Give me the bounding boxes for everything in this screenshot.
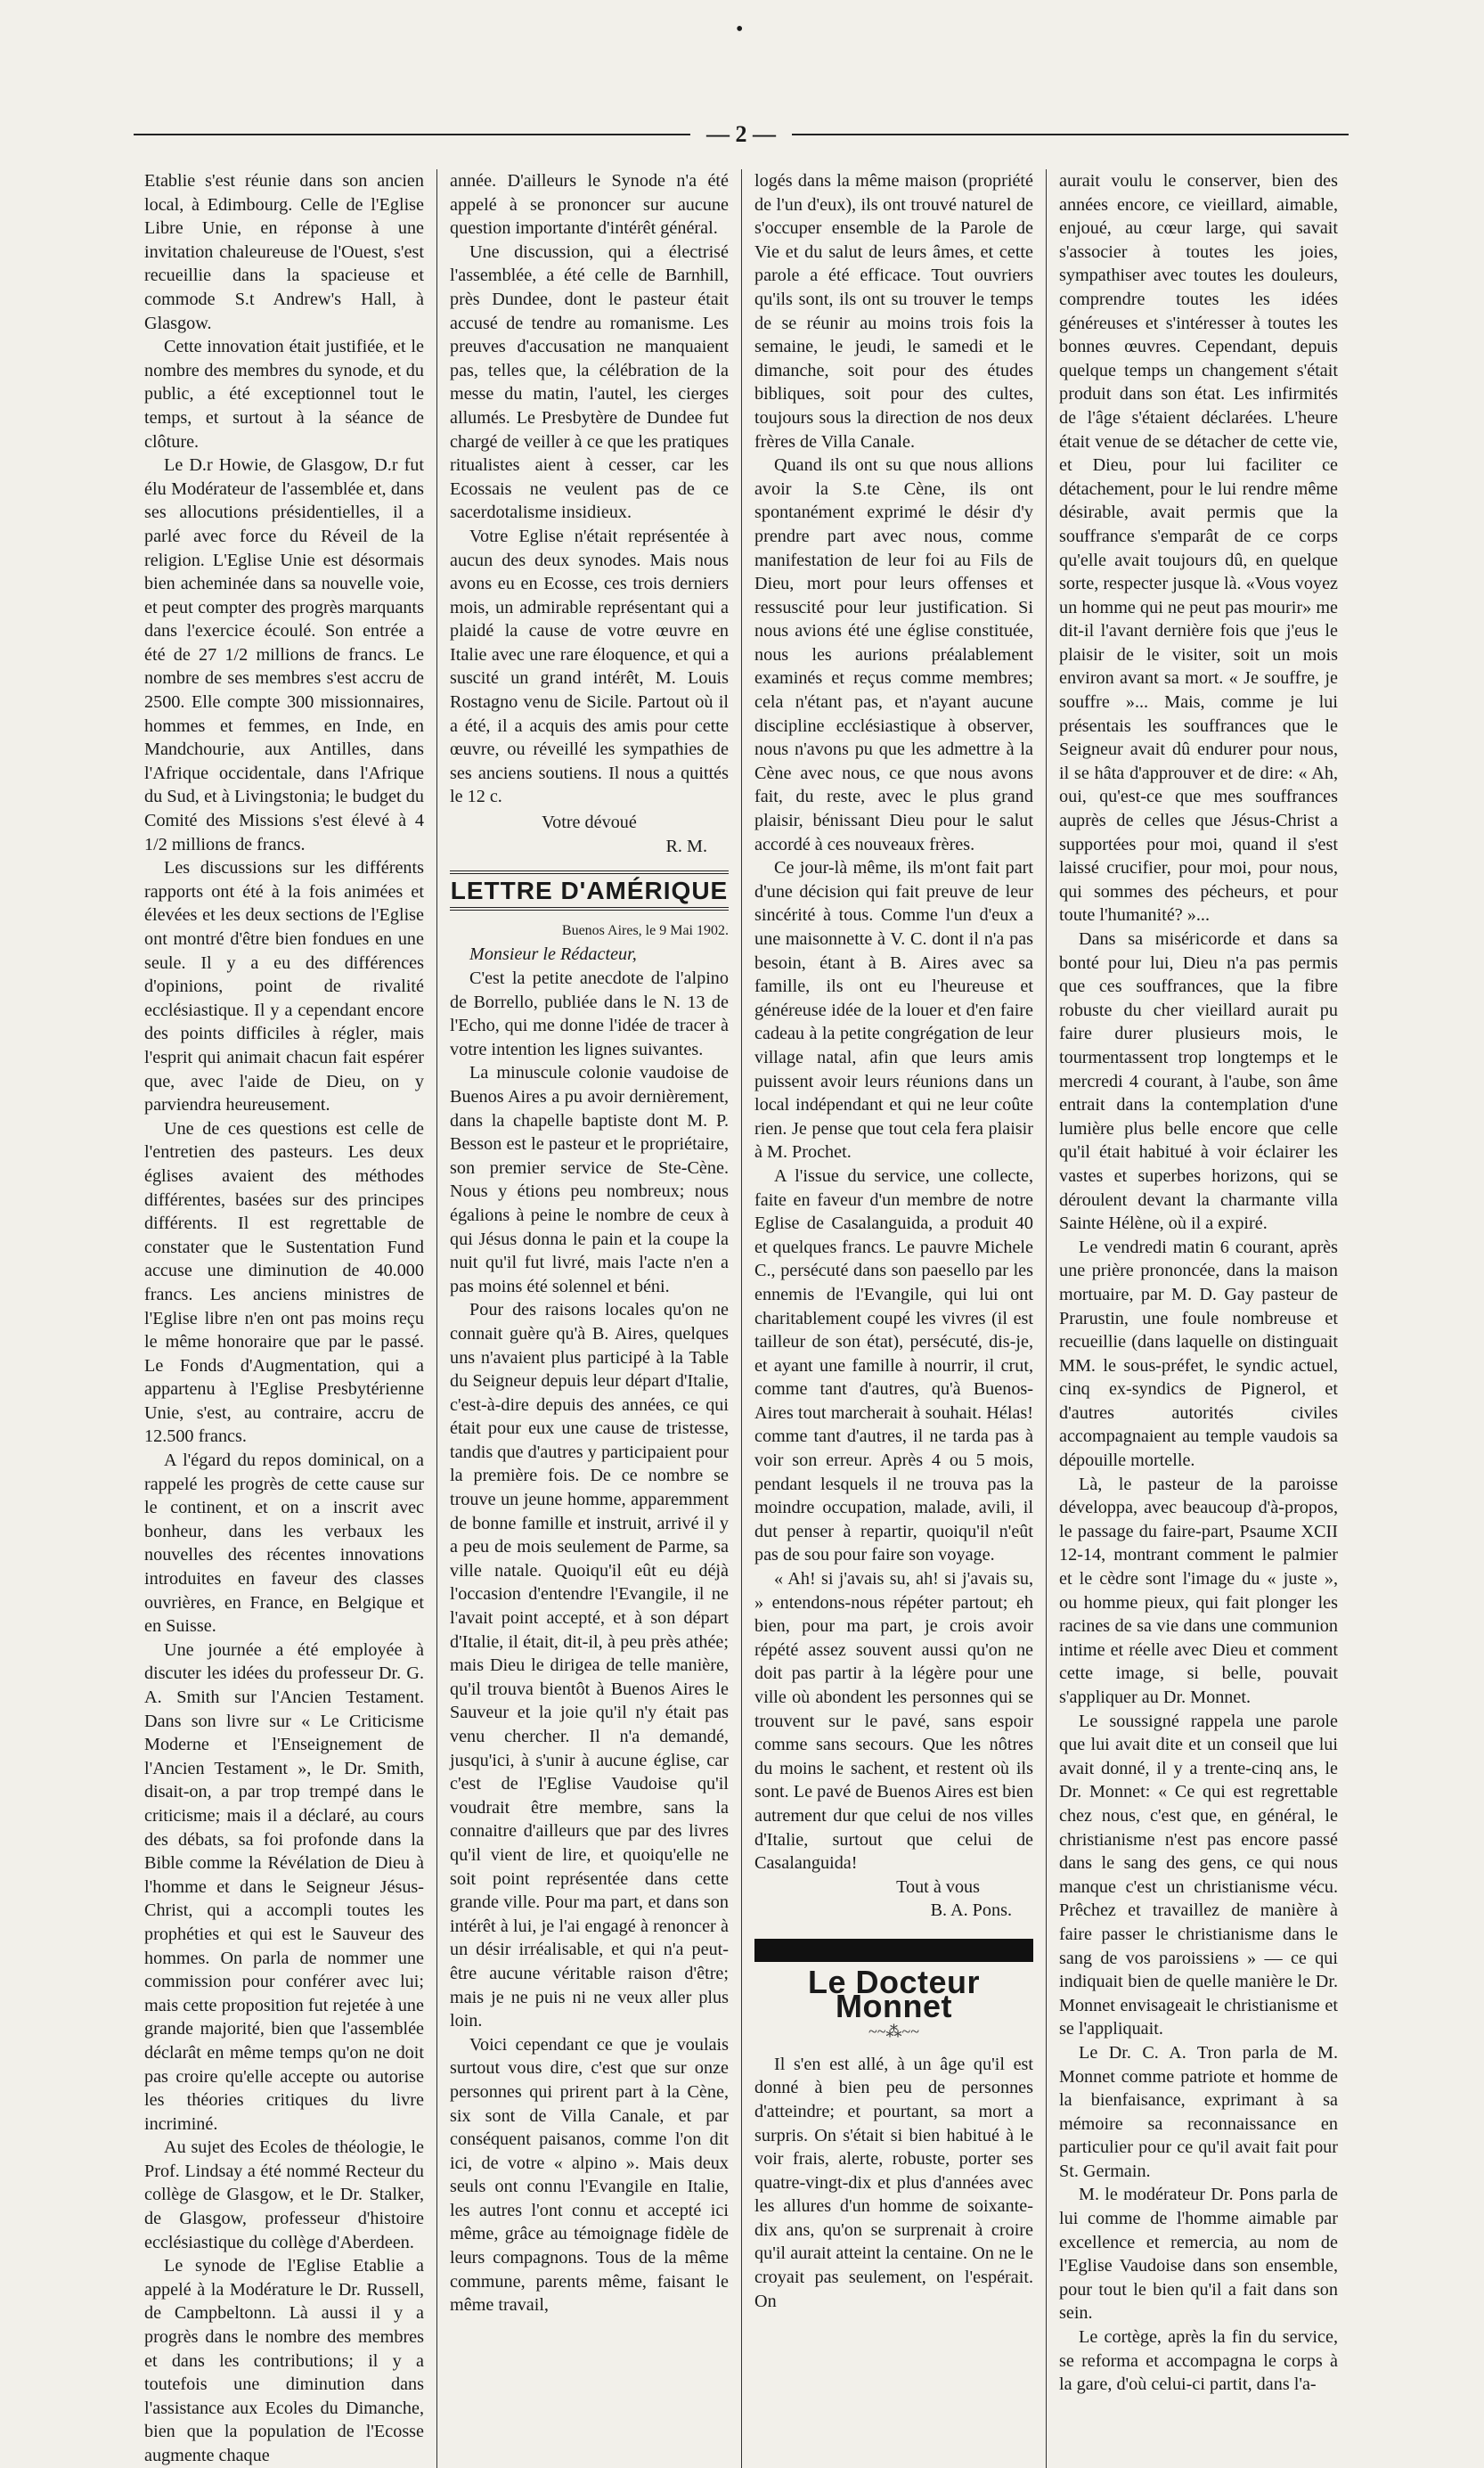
folio-rule-left bbox=[134, 134, 690, 135]
letter-paragraph: La minuscule colonie vaudoise de Buenos Aires a pu avoir dernièrement, dans la chapelle baptiste dont M. P. Besson est le pasteur et le propriétaire, son premier service de Ste-Cène. Nous y étions peu nombreux; nous égalions à peine le nombre de ceux à qui Jésus donna le pain et la coupe la nuit qu'il fut livré, mais l'acte n'en a pas moins été solennel et béni. bbox=[450, 1063, 729, 1296]
page-number-value: 2 bbox=[735, 121, 747, 147]
column-3 bbox=[741, 169, 1046, 2468]
title-ornament: ~~⁂~~ bbox=[868, 2023, 919, 2041]
letter-heading-box bbox=[450, 870, 729, 911]
column-2-paragraph: Votre Eglise n'était représentée à aucun des deux synodes. Mais nous avons eu en Ecosse, ces trois derniers mois, un admirable représentant qui a plaidé la cause de votre œuvre en Italie avec une rare éloquence, et qui a suscité un grand intérêt, M. Louis Rostagno venu de Sicile. Partout où il a été, il a acquis des amis pour cette œuvre, ou réveillé les sympathies de ses anciens soutiens. Il nous a quittés le 12 c. bbox=[450, 526, 729, 807]
signoff-tout-a-vous: Tout à vous bbox=[896, 1876, 980, 1897]
column-4-paragraph: Le Dr. C. A. Tron parla de M. Monnet comme patriote et homme de la bienfaisance, exprimant à sa mémoire sa reconnaissance en particulier pour ce qu'il avait fait pour St. Germain. bbox=[1059, 2042, 1338, 2181]
column-4-paragraph: aurait voulu le conserver, bien des années encore, ce vieillard, aimable, enjoué, au cœur large, qui savait s'associer à toutes les joies, sympathiser avec toutes les douleurs, comprendre toutes les idées généreuses et s'intéresser à toutes les bonnes œuvres. Cependant, depuis quelque temps un changement s'était produit dans son état. Les infirmités de l'âge s'étaient déclarées. L'heure était venue de se détacher de cette vie, et Dieu, pour lui faciliter ce détachement, pour le lui rendre même désirable, avait permis que la souffrance s'emparât de ce corps qu'elle avait toujours dû, en quelque sorte, respecter jusque là. «Vous voyez un homme qui ne peut pas mourir» me dit-il l'avant dernière fois que j'eus le plaisir de le visiter, soit un mois environ avant sa mort. « Je souffre, je souffre »... Mais, comme je lui présentais les souffrances que le Seigneur avait dû endurer pour nous, il se hâta d'approuver et de dire: « Ah, oui, qu'est-ce que mes souffrances auprès de celles que Jésus-Christ a supportées pour moi, quand il s'est laissé crucifier, pour moi, pour nous, qui sommes des pécheurs, et pour toute l'humanité? »... bbox=[1059, 171, 1339, 926]
column-1-paragraph: Au sujet des Ecoles de théologie, le Prof. Lindsay a été nommé Recteur du collège de Glasgow, et le Dr. Stalker, de Glasgow, professeur d'histoire ecclésiastique du collège d'Aberdeen. bbox=[144, 2137, 424, 2252]
column-1-paragraph: Etablie s'est réunie dans son ancien local, à Edimbourg. Celle de l'Eglise Libre Unie, en réponse à une invitation chaleureuse de l'Ouest, s'est recueillie dans la spacieuse et commode S.t Andrew's Hall, à Glasgow. bbox=[144, 171, 424, 333]
column-1-paragraph: Le synode de l'Eglise Etablie a appelé à la Modérature le Dr. Russell, de Campbeltonn. Là aussi il y a progrès dans le nombre des membres et dans les contributions; il y a toutefois une diminution dans l'assistance aux Ecoles du Dimanche, bien que la population de l'Ecosse augmente chaque bbox=[144, 2256, 424, 2465]
column-4-paragraph: Dans sa miséricorde et dans sa bonté pour lui, Dieu n'a pas permis que ces souffrances, que la fibre robuste du cher vieillard aurait pu faire durer plusieurs mois, le tourmentassent trop longtemps et le mercredi 4 courant, à l'aube, son âme entrait dans la contemplation d'une lumière plus belle encore que celle qu'il était habitué à voir éclairer les vastes et superbes horizons, qui se déroulent devant la charmante villa Sainte Hélène, où il a expiré. bbox=[1059, 929, 1338, 1234]
column-3-paragraph: logés dans la même maison (propriété de l'un d'eux), ils ont trouvé naturel de s'occuper ensemble de la Parole de Vie et du salut de leurs âmes, et cette parole a été efficace. Tout ouvriers qu'ils sont, ils ont su trouver le temps de se réunir au moins trois fois la semaine, le jeudi, le samedi et le dimanche, soit pour des études bibliques, soit pour des cultes, toujours sous la direction de nos deux frères de Villa Canale. bbox=[754, 171, 1033, 452]
signature-rm: R. M. bbox=[665, 836, 707, 856]
black-divider-bar bbox=[754, 1939, 1033, 1962]
letter-salutation: Monsieur le Rédacteur, bbox=[469, 944, 637, 965]
signoff-votre-devoue: Votre dévoué bbox=[542, 813, 637, 833]
column-1-paragraph: Cette innovation était justifiée, et le nombre des membres du synode, et du public, a été exceptionnel tout le temps, et surtout à la séance de clôture. bbox=[144, 337, 424, 452]
column-4 bbox=[1046, 169, 1350, 2468]
letter-heading: LETTRE D'AMÉRIQUE bbox=[450, 877, 729, 905]
column-4-paragraph: Le soussigné rappela une parole que lui avait dite et un conseil que lui avait donné, il y a trente-cinq ans, le Dr. Monnet: « Ce qui est regrettable chez nous, c'est que, en général, le christianisme n'est pas encore passé dans le sang des gens, ce qui nous manque c'est un christianisme vécu. Prêchez et travaillez de manière à faire passer le christianisme dans le sang de vos paroissiens » — ce qui indiquait bien de quelle manière le Dr. Monnet envisageait le christianisme et se l'appliquait. bbox=[1059, 1711, 1338, 2039]
letter-paragraph: Voici cependant ce que je voulais surtout vous dire, c'est que sur onze personnes qui prirent part à la Cène, six sont de Villa Canale, et par conséquent paisanos, comme l'on dit ici, de votre « alpino ». Mais deux seuls ont connu l'Evangile en Italie, les autres l'ont connu et accepté ici même, grâce au témoignage fidèle de leurs compagnons. Tous de la même commune, parents même, faisant le même travail, bbox=[450, 2034, 729, 2316]
column-4-paragraph: M. le modérateur Dr. Pons parla de lui comme de l'homme aimable par excellence et remercia, au nom de l'Eglise Vaudoise dans son ensemble, pour tout le bien qu'il a fait dans son sein. bbox=[1059, 2185, 1338, 2324]
column-2-paragraph: année. D'ailleurs le Synode n'a été appelé à se prononcer sur aucune question importante d'intérêt général. bbox=[450, 171, 729, 239]
column-1-paragraph: Une journée a été employée à discuter les idées du professeur Dr. G. A. Smith sur l'Ancien Testament. Dans son livre sur « Le Criticisme Moderne et l'Enseignement de l'Ancien Testament », le Dr. Smith, disait-on, a par trop trempé dans le criticisme; mais il a déclaré, au cours des débats, sa foi profonde dans la Bible comme la Révélation de Dieu à l'homme et dans le Seigneur Jésus-Christ, qui a accompli toutes les prophéties et qui est le Sauveur des hommes. On parla de nommer une commission pour conférer avec lui; mais cette proposition fut rejetée à une grande majorité, bien que l'assemblée déclarât en même temps qu'on ne doit pas croire qu'elle accepte ou autorise les théories critiques du livre incriminé. bbox=[144, 1639, 424, 2134]
folio-rule-right bbox=[792, 134, 1349, 135]
column-1-paragraph: Les discussions sur les différents rapports ont été à la fois animées et élevées et les deux sections de l'Eglise ont montré d'être bien fondues en une seule. Il y a eu des différences d'opinions, point de rivalité ecclésiastique. Il y a cependant encore des points difficiles à régler, mais l'esprit qui animait chacun fait espérer que, avec l'aide de Dieu, on y parviendra heureusement. bbox=[144, 858, 424, 1116]
column-1-paragraph: Le D.r Howie, de Glasgow, D.r fut élu Modérateur de l'assemblée et, dans ses allocutions présidentielles, il a parlé avec force du Réveil de la religion. L'Eglise Unie est désormais bien acheminée dans sa nouvelle voie, et peut compter des progrès marquants dans l'exercice écoulé. Son entrée a été de 27 1/2 millions de francs. Le nombre de ses membres s'est accru de 2500. Elle compte 300 missionnaires, hommes et femmes, en Inde, en Mandchourie, aux Antilles, dans l'Afrique occidentale, dans l'Afrique du Sud, et à Livingstonia; le budget du Comité des Missions s'est élevé à 4 1/2 millions de francs. bbox=[144, 455, 424, 854]
column-3-paragraph: Quand ils ont su que nous allions avoir la S.te Cène, ils ont spontanément exprimé le désir d'y prendre part avec nous, comme manifestation de leur foi au Fils de Dieu, mort pour leurs offenses et ressuscité pour leur justification. Si nous avions été une église constituée, nous les aurions préalablement examinés et reçus comme membres; cela n'étant pas, et n'ayant aucune discipline ecclésiastique à observer, nous n'avons pu que les admettre à la Cène avec nous, ce que nous avons fait, du reste, avec le plus grand plaisir, bénissant Dieu pour le salut accordé à ces nouveaux frères. bbox=[754, 455, 1033, 854]
column-3-paragraph: Ce jour-là même, ils m'ont fait part d'une décision qui fait preuve de leur sincérité à tous. Comme l'un d'eux a une maisonnette à V. C. dont il n'a pas besoin, étant à B. Aires avec sa famille, ils ont eu l'heureuse et généreuse idée de la louer et d'en faire cadeau à la petite congrégation de leur village natal, afin que leurs amis puissent avoir leurs réunions dans un local indépendant et qui ne leur coûte rien. Je pense que tout cela fera plaisir à M. Prochet. bbox=[754, 858, 1033, 1163]
letter-paragraph: C'est la petite anecdote de l'alpino de Borrello, publiée dans le N. 13 de l'Echo, qui me donne l'idée de tracer à votre intention les lignes suivantes. bbox=[450, 968, 729, 1059]
obituary-paragraph: Il s'en est allé, à un âge qu'il est donné à bien peu de personnes d'atteindre; et pourtant, sa mort a surpris. On s'était si bien habitué à le voir frais, alerte, robuste, porter ses quatre-vingt-dix et plus d'années avec les allures d'un homme de soixante-dix ans, qu'on se surprenait à croire qu'il aurait atteint la centaine. On ne le croyait pas seulement, on l'espérait. On bbox=[754, 2054, 1033, 2311]
signature-pons: B. A. Pons. bbox=[930, 1900, 1012, 1921]
column-1 bbox=[132, 169, 436, 2468]
synod-report-end bbox=[450, 169, 729, 809]
column-1-paragraph: Une de ces questions est celle de l'entretien des pasteurs. Les deux églises avaient des méthodes différentes, basées sur des principes différents. Il est regrettable de constater que le Sustentation Fund accuse une diminution de 40.000 francs. Les anciens ministres de l'Eglise libre n'en ont pas moins reçu le même honoraire que par le passé. Le Fonds d'Augmentation, qui a appartenu à l'Eglise Presbytérienne Unie, s'est, au contraire, accru de 12.500 francs. bbox=[144, 1118, 424, 1447]
ink-speck: • bbox=[736, 18, 744, 41]
column-4-paragraph: Le cortège, après la fin du service, se reforma et accompagna le corps à la gare, d'où celui-ci partit, dans l'a- bbox=[1059, 2327, 1338, 2395]
letter-dateline: Buenos Aires, le 9 Mai 1902. bbox=[561, 922, 729, 938]
column-2 bbox=[436, 169, 741, 2468]
article-columns bbox=[132, 169, 1350, 2465]
monnet-obituary bbox=[754, 2053, 1033, 2314]
column-3-paragraph: A l'issue du service, une collecte, faite en faveur d'un membre de notre Eglise de Casalanguida, a produit 40 et quelques francs. Le pauvre Michele C., persécuté dans son paesello par les ennemis de l'Evangile, qui lui ont charitablement coupé les vivres (il est tailleur de son état), persécuté, dis-je, et ayant une famille à nourrir, il crut, comme tant d'autres, qu'à Buenos-Aires tout marcherait à souhait. Hélas! comme tant d'autres, il ne tarda pas à voir son erreur. Après 4 ou 5 mois, pendant lesquels il ne trouva pas la moindre occupation, malade, avili, il dut penser à repartir, quoiqu'il n'eût pas de sou pour faire son voyage. bbox=[754, 1165, 1033, 1565]
column-3-paragraph: « Ah! si j'avais su, ah! si j'avais su, » entendons-nous répéter partout; eh bien, pour ma part, je crois avoir répété assez souvent aussi qu'on ne doit pas partir à la légère pour une ville où abondent les personnes qui se trouvent sur le pavé, sans espoir comme sans secours. Que les nôtres du moins le sachent, et restent où ils sont. Le pavé de Buenos Aires est bien autrement dur que celui de nos villes d'Italie, surtout que celui de Casalanguida! bbox=[754, 1569, 1033, 1874]
monnet-title: Le Docteur Monnet bbox=[807, 1963, 981, 2024]
letter-body bbox=[450, 967, 729, 2317]
column-2-paragraph: Une discussion, qui a électrisé l'assemblée, a été celle de Barnhill, près Dundee, dont le pasteur était accusé de tendre au romanisme. Les preuves d'accusation ne manquaient pas, telles que, la célébration de la messe du matin, l'autel, les cierges allumés. Le Presbytère de Dundee fut chargé de veiller à ce que les pratiques ritualistes aient à cesser, car les Ecossais ne veulent pas de ce sacerdotalisme insidieux. bbox=[450, 241, 729, 523]
letter-paragraph: Pour des raisons locales qu'on ne connait guère qu'à B. Aires, quelques uns n'avaient plus participé à la Table du Seigneur depuis leur départ d'Italie, c'est-à-dire depuis des années, ce qui était pour eux une cause de tristesse, tandis que d'autres y participaient pour la première fois. De ce nombre se trouve un jeune homme, apparemment de bonne famille et instruit, arrivé il y a peu de mois seulement de Parme, sa ville natale. Quoiqu'il eût eu déjà l'occasion d'entendre l'Evangile, il ne l'avait point accepté, et à son départ d'Italie, il était, dit-il, à peu près athée; mais Dieu le dirigea de telle manière, qu'il trouva bientôt à Buenos Aires le Sauveur et la joie qu'il n'y était pas venu chercher. Il n'a demandé, jusqu'ici, à s'unir à aucune église, car c'est de l'Eglise Vaudoise qu'il voudrait être membre, sans la connaitre d'ailleurs que par des livres qu'il vient de lire, et quoiqu'elle ne soit point représentée dans cette grande ville. Pour ma part, et dans son intérêt à lui, je l'ai engagé à renoncer à un désir irréalisable, et qui n'a peut-être aucune véritable raison d'être; mais je ne puis ni ne veux aller plus loin. bbox=[450, 1300, 729, 2031]
page-folio bbox=[134, 121, 1349, 148]
page-number: — 2 — bbox=[706, 121, 776, 147]
letter-body-continued bbox=[754, 169, 1033, 1876]
column-1-paragraph: A l'égard du repos dominical, on a rappelé les progrès de cette cause sur le continent, et on a inscrit avec bonheur, dans les verbaux les nouvelles des récentes innovations introduites en faveur des classes ouvrières, en France, en Belgique et en Suisse. bbox=[144, 1451, 424, 1637]
column-4-paragraph: Le vendredi matin 6 courant, après une prière prononcée, dans la maison mortuaire, par M. D. Gay pasteur de Prarustin, une foule nombreuse et recueillie (dans laquelle on distinguait MM. le sous-préfet, le syndic actuel, cinq ex-syndics de Pignerol, et d'autres autorités civiles accompagnaient au temple vaudois sa dépouille mortelle. bbox=[1059, 1237, 1338, 1471]
column-4-paragraph: Là, le pasteur de la paroisse développa, avec beaucoup d'à-propos, le passage du faire-part, Psaume XCII 12-14, montrant comment le palmier et le cèdre sont l'image du « juste », ou homme pieux, qui fait plonger les racines de sa vie dans une communion intime et réelle avec Dieu et comment cette image, si belle, pouvait s'appliquer au Dr. Monnet. bbox=[1059, 1474, 1338, 1707]
